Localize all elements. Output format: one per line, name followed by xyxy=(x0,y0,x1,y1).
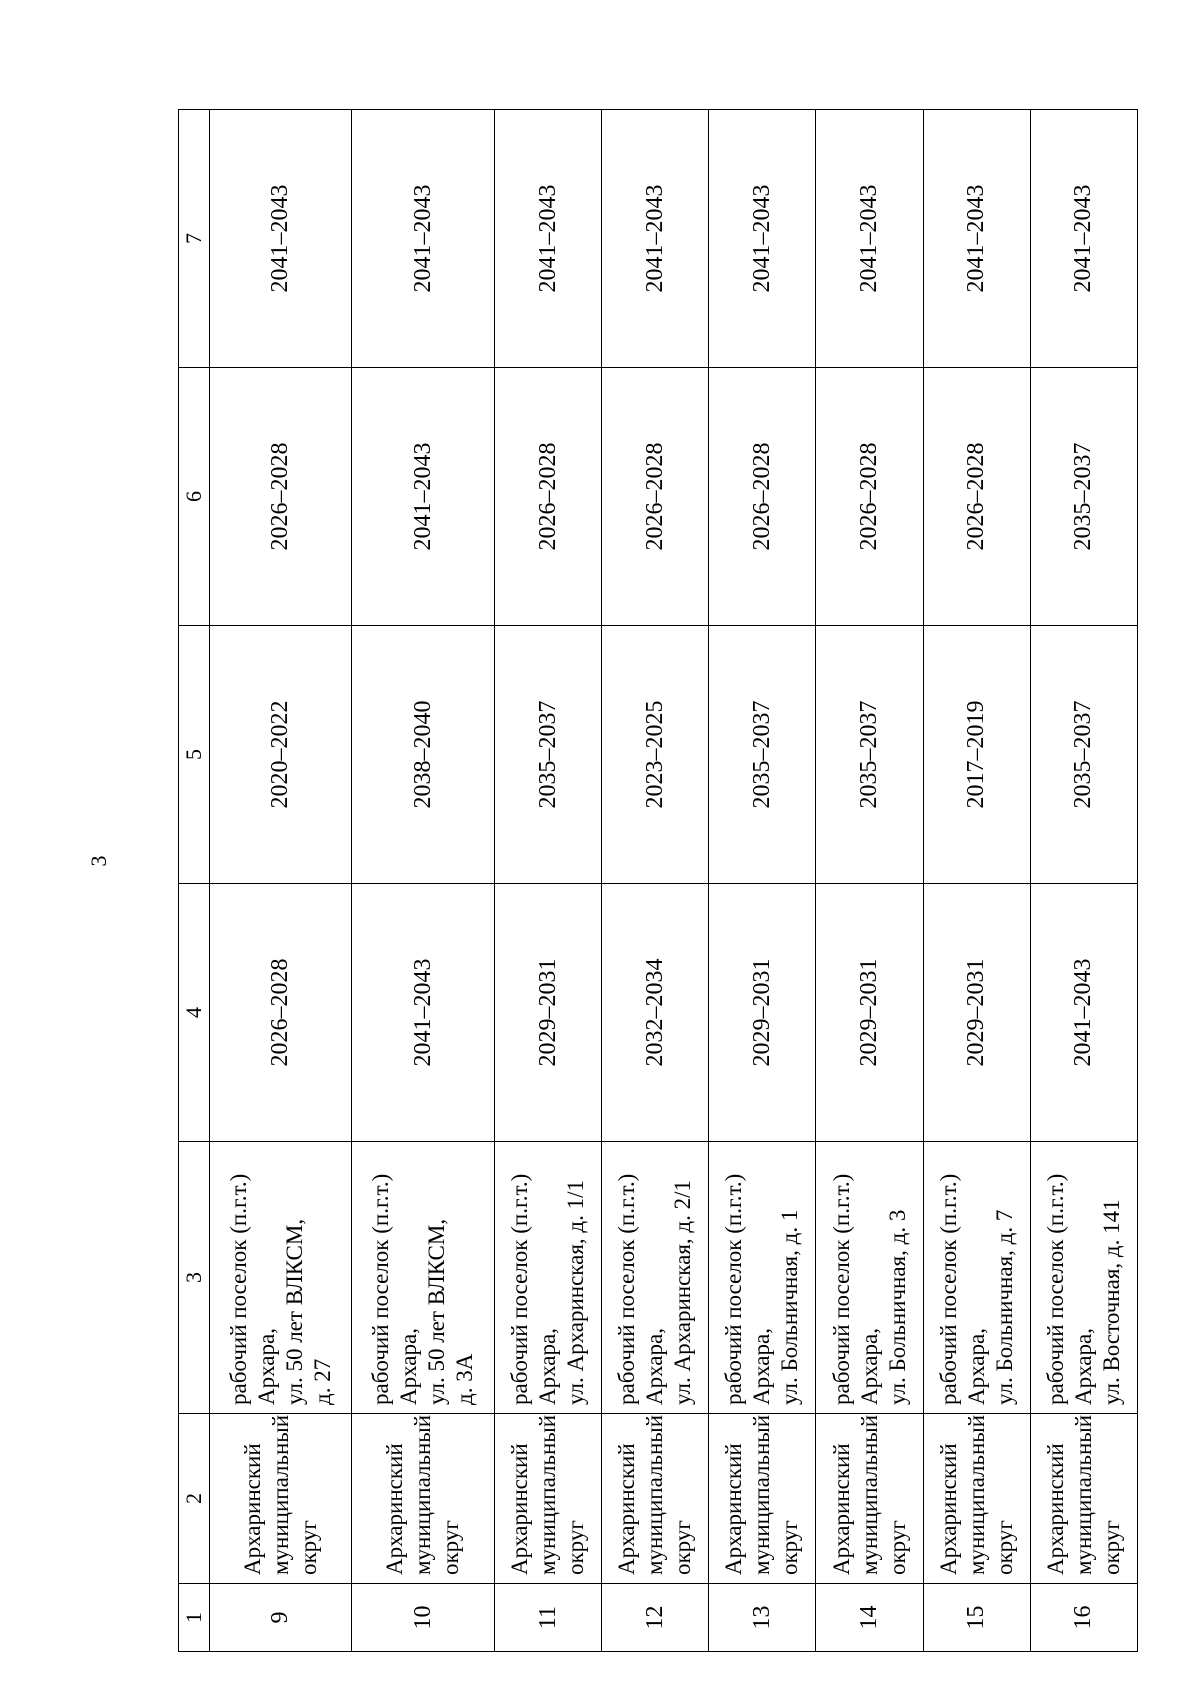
period-cell-col5: 2038–2040 xyxy=(352,626,494,884)
district-line: округ xyxy=(438,1520,464,1575)
period-cell-col6: 2026–2028 xyxy=(709,368,816,626)
column-header: 5 xyxy=(179,626,210,884)
district-line: муниципальный xyxy=(642,1414,668,1575)
district-line: Архаринский xyxy=(507,1443,533,1575)
district-line: Архаринский xyxy=(828,1443,854,1575)
column-header: 3 xyxy=(179,1142,210,1414)
table-row xyxy=(494,110,601,1652)
address-line: рабочий поселок (п.г.т.) xyxy=(368,1173,394,1405)
row-number: 15 xyxy=(923,1584,1030,1652)
address-line: рабочий поселок (п.г.т.) xyxy=(507,1173,533,1405)
address-line: ул. Архаринская, д. 1/1 xyxy=(563,1179,589,1405)
district-line: Архаринский xyxy=(935,1443,961,1575)
address-line: ул. Больничная, д. 3 xyxy=(884,1209,910,1405)
district-cell xyxy=(816,1414,923,1584)
district-cell xyxy=(923,1414,1030,1584)
address-cell xyxy=(709,1142,816,1414)
period-cell-col4: 2026–2028 xyxy=(210,884,352,1142)
period-cell-col4: 2029–2031 xyxy=(816,884,923,1142)
schedule-table-container xyxy=(178,110,1138,1652)
row-number: 11 xyxy=(494,1584,601,1652)
district-line: муниципальный xyxy=(267,1414,293,1575)
period-cell-col6: 2026–2028 xyxy=(923,368,1030,626)
address-line: Архара, xyxy=(1070,1328,1096,1405)
table-row xyxy=(210,110,352,1652)
table-row xyxy=(602,110,709,1652)
address-line: рабочий поселок (п.г.т.) xyxy=(935,1173,961,1405)
period-cell-col7: 2041–2043 xyxy=(210,110,352,368)
row-number: 16 xyxy=(1030,1584,1137,1652)
district-cell xyxy=(602,1414,709,1584)
period-cell-col4: 2041–2043 xyxy=(352,884,494,1142)
district-cell xyxy=(352,1414,494,1584)
address-line: ул. 50 лет ВЛКСМ, xyxy=(281,1218,307,1405)
address-line: ул. Восточная, д. 141 xyxy=(1098,1199,1124,1405)
district-line: округ xyxy=(991,1520,1017,1575)
district-line: округ xyxy=(670,1520,696,1575)
period-cell-col7: 2041–2043 xyxy=(602,110,709,368)
address-line: Архара, xyxy=(963,1328,989,1405)
table-row xyxy=(1030,110,1137,1652)
address-line: рабочий поселок (п.г.т.) xyxy=(828,1173,854,1405)
district-line: округ xyxy=(295,1520,321,1575)
period-cell-col5: 2035–2037 xyxy=(1030,626,1137,884)
table-row xyxy=(709,110,816,1652)
address-line: Архара, xyxy=(396,1328,422,1405)
page-number: 3 xyxy=(86,855,111,867)
district-cell xyxy=(210,1414,352,1584)
district-line: округ xyxy=(777,1520,803,1575)
column-header: 4 xyxy=(179,884,210,1142)
address-line: Архара, xyxy=(856,1328,882,1405)
district-line: Архаринский xyxy=(382,1443,408,1575)
district-line: муниципальный xyxy=(856,1414,882,1575)
period-cell-col7: 2041–2043 xyxy=(816,110,923,368)
table-row xyxy=(923,110,1030,1652)
period-cell-col4: 2032–2034 xyxy=(602,884,709,1142)
period-cell-col7: 2041–2043 xyxy=(352,110,494,368)
district-cell xyxy=(494,1414,601,1584)
district-line: Архаринский xyxy=(614,1443,640,1575)
address-cell xyxy=(923,1142,1030,1414)
period-cell-col5: 2017–2019 xyxy=(923,626,1030,884)
column-header: 7 xyxy=(179,110,210,368)
period-cell-col7: 2041–2043 xyxy=(923,110,1030,368)
address-line: Архара, xyxy=(535,1328,561,1405)
column-header: 6 xyxy=(179,368,210,626)
district-line: муниципальный xyxy=(963,1414,989,1575)
row-number: 10 xyxy=(352,1584,494,1652)
district-line: муниципальный xyxy=(535,1414,561,1575)
address-line: Архара, xyxy=(253,1328,279,1405)
district-line: муниципальный xyxy=(410,1414,436,1575)
table-row xyxy=(816,110,923,1652)
period-cell-col7: 2041–2043 xyxy=(494,110,601,368)
district-cell xyxy=(709,1414,816,1584)
period-cell-col6: 2026–2028 xyxy=(602,368,709,626)
address-line: д. 3А xyxy=(452,1353,478,1405)
district-line: Архаринский xyxy=(1042,1443,1068,1575)
row-number: 12 xyxy=(602,1584,709,1652)
address-line: ул. 50 лет ВЛКСМ, xyxy=(424,1218,450,1405)
address-line: д. 27 xyxy=(309,1358,335,1405)
district-line: округ xyxy=(563,1520,589,1575)
address-cell xyxy=(1030,1142,1137,1414)
period-cell-col6: 2026–2028 xyxy=(210,368,352,626)
address-line: рабочий поселок (п.г.т.) xyxy=(614,1173,640,1405)
address-line: ул. Архаринская, д. 2/1 xyxy=(670,1179,696,1405)
district-line: Архаринский xyxy=(239,1443,265,1575)
period-cell-col6: 2035–2037 xyxy=(1030,368,1137,626)
district-cell xyxy=(1030,1414,1137,1584)
address-cell xyxy=(494,1142,601,1414)
district-line: округ xyxy=(884,1520,910,1575)
schedule-table xyxy=(178,109,1138,1652)
address-cell xyxy=(352,1142,494,1414)
address-cell xyxy=(816,1142,923,1414)
period-cell-col7: 2041–2043 xyxy=(1030,110,1137,368)
address-line: рабочий поселок (п.г.т.) xyxy=(1042,1173,1068,1405)
period-cell-col4: 2029–2031 xyxy=(709,884,816,1142)
address-line: ул. Больничная, д. 7 xyxy=(991,1209,1017,1405)
period-cell-col5: 2035–2037 xyxy=(494,626,601,884)
period-cell-col5: 2023–2025 xyxy=(602,626,709,884)
table-body xyxy=(210,110,1138,1652)
period-cell-col4: 2029–2031 xyxy=(923,884,1030,1142)
row-number: 9 xyxy=(210,1584,352,1652)
row-number: 14 xyxy=(816,1584,923,1652)
column-header: 2 xyxy=(179,1414,210,1584)
district-line: муниципальный xyxy=(1070,1414,1096,1575)
address-line: рабочий поселок (п.г.т.) xyxy=(225,1173,251,1405)
period-cell-col7: 2041–2043 xyxy=(709,110,816,368)
header-row xyxy=(179,110,210,1652)
row-number: 13 xyxy=(709,1584,816,1652)
period-cell-col4: 2029–2031 xyxy=(494,884,601,1142)
period-cell-col5: 2035–2037 xyxy=(816,626,923,884)
district-line: Архаринский xyxy=(721,1443,747,1575)
period-cell-col6: 2026–2028 xyxy=(494,368,601,626)
table-row xyxy=(352,110,494,1652)
period-cell-col4: 2041–2043 xyxy=(1030,884,1137,1142)
district-line: округ xyxy=(1098,1520,1124,1575)
period-cell-col6: 2041–2043 xyxy=(352,368,494,626)
period-cell-col5: 2020–2022 xyxy=(210,626,352,884)
address-line: ул. Больничная, д. 1 xyxy=(777,1209,803,1405)
column-header: 1 xyxy=(179,1584,210,1652)
address-cell xyxy=(210,1142,352,1414)
address-line: Архара, xyxy=(642,1328,668,1405)
address-line: Архара, xyxy=(749,1328,775,1405)
district-line: муниципальный xyxy=(749,1414,775,1575)
period-cell-col6: 2026–2028 xyxy=(816,368,923,626)
address-cell xyxy=(602,1142,709,1414)
period-cell-col5: 2035–2037 xyxy=(709,626,816,884)
address-line: рабочий поселок (п.г.т.) xyxy=(721,1173,747,1405)
